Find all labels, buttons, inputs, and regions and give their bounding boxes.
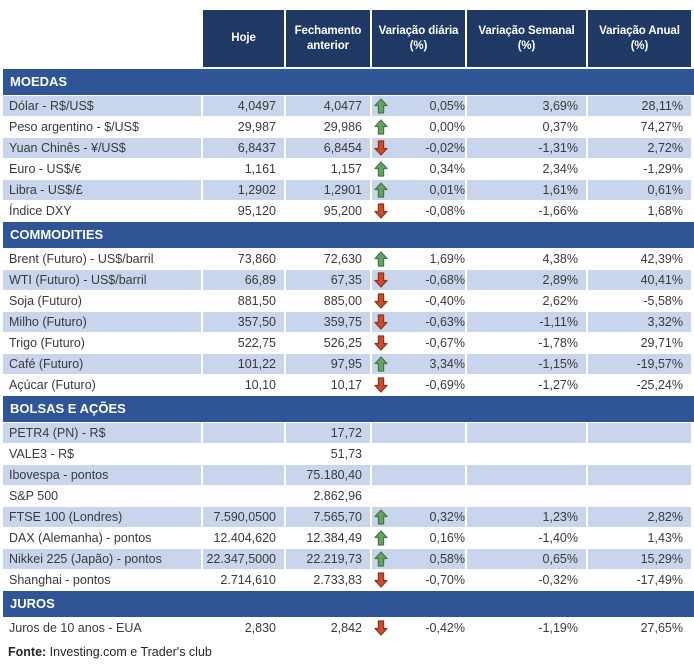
variacao-diaria-cell — [372, 549, 467, 569]
variacao-diaria-cell — [372, 486, 467, 506]
variacao-diaria-cell — [372, 375, 467, 395]
variacao-semanal-cell — [467, 465, 588, 485]
row-label-cell: Trigo (Futuro) — [3, 333, 203, 353]
fechamento-cell: 359,75 — [286, 312, 372, 332]
hoje-cell: 29,987 — [203, 117, 286, 137]
fechamento-cell: 67,35 — [286, 270, 372, 290]
variacao-diaria-value: 0,58% — [429, 552, 465, 566]
variacao-diaria-value: 0,00% — [429, 120, 465, 134]
table-row — [3, 465, 694, 485]
up-arrow-icon — [374, 119, 388, 135]
hoje-cell: 1,161 — [203, 159, 286, 179]
column-header-fechamento: Fechamento anterior — [286, 10, 372, 67]
variacao-semanal-cell — [467, 486, 588, 506]
fechamento-cell: 2.733,83 — [286, 570, 372, 590]
variacao-semanal-cell: -1,78% — [467, 333, 588, 353]
table-row — [3, 486, 694, 506]
fechamento-cell: 4,0477 — [286, 96, 372, 116]
column-header-hoje: Hoje — [203, 10, 286, 67]
variacao-semanal-cell: -1,15% — [467, 354, 588, 374]
row-label-cell: WTI (Futuro) - US$/barril — [3, 270, 203, 290]
table-row — [3, 354, 694, 374]
row-label-cell: Milho (Futuro) — [3, 312, 203, 332]
hoje-cell: 66,89 — [203, 270, 286, 290]
row-label-cell: Soja (Futuro) — [3, 291, 203, 311]
section-header-bolsas-e-acoes: BOLSAS E AÇÕES — [3, 396, 694, 422]
variacao-semanal-cell — [467, 423, 588, 443]
table-row — [3, 333, 694, 353]
variacao-semanal-cell: -1,27% — [467, 375, 588, 395]
up-arrow-icon — [374, 551, 388, 567]
fechamento-cell: 2,842 — [286, 618, 372, 638]
variacao-semanal-cell: 1,23% — [467, 507, 588, 527]
variacao-anual-cell: 2,72% — [588, 138, 691, 158]
table-row — [3, 270, 694, 290]
fechamento-cell: 6,8454 — [286, 138, 372, 158]
hoje-cell: 6,8437 — [203, 138, 286, 158]
hoje-cell — [203, 423, 286, 443]
variacao-anual-cell — [588, 423, 691, 443]
row-label-cell: Açúcar (Futuro) — [3, 375, 203, 395]
row-label-cell: Euro - US$/€ — [3, 159, 203, 179]
variacao-semanal-cell: 0,65% — [467, 549, 588, 569]
variacao-anual-cell: 1,43% — [588, 528, 691, 548]
table-row — [3, 570, 694, 590]
table-row — [3, 201, 694, 221]
variacao-diaria-value: -0,02% — [425, 141, 465, 155]
row-label-cell: Ibovespa - pontos — [3, 465, 203, 485]
row-label-cell: Café (Futuro) — [3, 354, 203, 374]
variacao-anual-cell: 15,29% — [588, 549, 691, 569]
source-note-text: Investing.com e Trader's club — [46, 645, 212, 659]
row-label-cell: Índice DXY — [3, 201, 203, 221]
variacao-anual-cell: -5,58% — [588, 291, 691, 311]
fechamento-cell: 97,95 — [286, 354, 372, 374]
table-row — [3, 159, 694, 179]
table-header — [3, 10, 694, 67]
down-arrow-icon — [374, 272, 388, 288]
down-arrow-icon — [374, 377, 388, 393]
variacao-diaria-cell — [372, 507, 467, 527]
variacao-anual-cell: 0,61% — [588, 180, 691, 200]
variacao-anual-cell: 28,11% — [588, 96, 691, 116]
fechamento-cell: 526,25 — [286, 333, 372, 353]
hoje-cell: 101,22 — [203, 354, 286, 374]
table-row — [3, 375, 694, 395]
up-arrow-icon — [374, 509, 388, 525]
fechamento-cell: 72,630 — [286, 249, 372, 269]
variacao-semanal-cell: -1,11% — [467, 312, 588, 332]
variacao-diaria-cell — [372, 117, 467, 137]
fechamento-cell: 1,2901 — [286, 180, 372, 200]
up-arrow-icon — [374, 251, 388, 267]
row-label-cell: FTSE 100 (Londres) — [3, 507, 203, 527]
variacao-semanal-cell: -1,66% — [467, 201, 588, 221]
table-row — [3, 291, 694, 311]
table-row — [3, 528, 694, 548]
variacao-semanal-cell: 2,89% — [467, 270, 588, 290]
fechamento-cell: 10,17 — [286, 375, 372, 395]
hoje-cell: 1,2902 — [203, 180, 286, 200]
column-header-variacao-semanal: Variação Semanal (%) — [467, 10, 588, 67]
variacao-diaria-cell — [372, 423, 467, 443]
fechamento-cell: 29,986 — [286, 117, 372, 137]
hoje-cell: 522,75 — [203, 333, 286, 353]
variacao-anual-cell: -1,29% — [588, 159, 691, 179]
fechamento-cell: 885,00 — [286, 291, 372, 311]
variacao-diaria-value: 0,16% — [429, 531, 465, 545]
up-arrow-icon — [374, 98, 388, 114]
row-label-cell: Dólar - R$/US$ — [3, 96, 203, 116]
variacao-anual-cell: 74,27% — [588, 117, 691, 137]
fechamento-cell: 7.565,70 — [286, 507, 372, 527]
header-spacer — [3, 10, 203, 67]
up-arrow-icon — [374, 530, 388, 546]
table-row — [3, 507, 694, 527]
table-row — [3, 312, 694, 332]
hoje-cell: 7.590,0500 — [203, 507, 286, 527]
hoje-cell — [203, 486, 286, 506]
variacao-diaria-value: -0,63% — [425, 315, 465, 329]
variacao-semanal-cell: 0,37% — [467, 117, 588, 137]
variacao-anual-cell: 3,32% — [588, 312, 691, 332]
hoje-cell: 2,830 — [203, 618, 286, 638]
variacao-diaria-cell — [372, 528, 467, 548]
variacao-semanal-cell — [467, 444, 588, 464]
up-arrow-icon — [374, 182, 388, 198]
fechamento-cell: 2.862,96 — [286, 486, 372, 506]
variacao-anual-cell: -19,57% — [588, 354, 691, 374]
hoje-cell: 881,50 — [203, 291, 286, 311]
variacao-diaria-value: -0,70% — [425, 573, 465, 587]
variacao-diaria-value: 0,05% — [429, 99, 465, 113]
variacao-diaria-cell — [372, 270, 467, 290]
variacao-anual-cell: 1,68% — [588, 201, 691, 221]
down-arrow-icon — [374, 293, 388, 309]
table-row — [3, 423, 694, 443]
table-row — [3, 117, 694, 137]
hoje-cell — [203, 465, 286, 485]
hoje-cell: 4,0497 — [203, 96, 286, 116]
section-header-commodities: COMMODITIES — [3, 222, 694, 248]
variacao-diaria-cell — [372, 333, 467, 353]
variacao-diaria-cell — [372, 444, 467, 464]
variacao-semanal-cell: 1,61% — [467, 180, 588, 200]
fechamento-cell: 22.219,73 — [286, 549, 372, 569]
variacao-diaria-cell — [372, 312, 467, 332]
row-label-cell: S&P 500 — [3, 486, 203, 506]
variacao-anual-cell: 42,39% — [588, 249, 691, 269]
variacao-diaria-cell — [372, 138, 467, 158]
variacao-anual-cell: 29,71% — [588, 333, 691, 353]
down-arrow-icon — [374, 203, 388, 219]
hoje-cell: 2.714,610 — [203, 570, 286, 590]
variacao-diaria-cell — [372, 201, 467, 221]
variacao-diaria-value: 3,34% — [429, 357, 465, 371]
variacao-diaria-cell — [372, 291, 467, 311]
fechamento-cell: 51,73 — [286, 444, 372, 464]
fechamento-cell: 12.384,49 — [286, 528, 372, 548]
variacao-semanal-cell: -0,32% — [467, 570, 588, 590]
source-note-label: Fonte: — [8, 645, 47, 659]
hoje-cell: 12.404,620 — [203, 528, 286, 548]
row-label-cell: Peso argentino - $/US$ — [3, 117, 203, 137]
row-label-cell: DAX (Alemanha) - pontos — [3, 528, 203, 548]
hoje-cell: 10,10 — [203, 375, 286, 395]
column-header-variacao-diaria: Variação diária (%) — [372, 10, 467, 67]
variacao-diaria-cell — [372, 159, 467, 179]
variacao-anual-cell: 2,82% — [588, 507, 691, 527]
table-row — [3, 444, 694, 464]
variacao-semanal-cell: 2,62% — [467, 291, 588, 311]
hoje-cell: 73,860 — [203, 249, 286, 269]
variacao-anual-cell: 40,41% — [588, 270, 691, 290]
variacao-semanal-cell: -1,40% — [467, 528, 588, 548]
variacao-semanal-cell: 4,38% — [467, 249, 588, 269]
source-note — [3, 644, 694, 660]
variacao-anual-cell — [588, 465, 691, 485]
down-arrow-icon — [374, 314, 388, 330]
row-label-cell: PETR4 (PN) - R$ — [3, 423, 203, 443]
row-label-cell: Brent (Futuro) - US$/barril — [3, 249, 203, 269]
down-arrow-icon — [374, 140, 388, 156]
variacao-diaria-cell — [372, 354, 467, 374]
hoje-cell — [203, 444, 286, 464]
fechamento-cell: 1,157 — [286, 159, 372, 179]
variacao-diaria-value: -0,68% — [425, 273, 465, 287]
variacao-diaria-value: 1,69% — [429, 252, 465, 266]
hoje-cell: 22.347,5000 — [203, 549, 286, 569]
table-row — [3, 618, 694, 638]
variacao-semanal-cell: 2,34% — [467, 159, 588, 179]
variacao-diaria-value: -0,42% — [425, 621, 465, 635]
variacao-anual-cell: -17,49% — [588, 570, 691, 590]
variacao-diaria-value: 0,34% — [429, 162, 465, 176]
variacao-anual-cell: -25,24% — [588, 375, 691, 395]
row-label-cell: Juros de 10 anos - EUA — [3, 618, 203, 638]
variacao-anual-cell — [588, 444, 691, 464]
variacao-diaria-value: -0,69% — [425, 378, 465, 392]
down-arrow-icon — [374, 572, 388, 588]
fechamento-cell: 75.180,40 — [286, 465, 372, 485]
hoje-cell: 357,50 — [203, 312, 286, 332]
row-label-cell: VALE3 - R$ — [3, 444, 203, 464]
variacao-anual-cell: 27,65% — [588, 618, 691, 638]
row-label-cell: Nikkei 225 (Japão) - pontos — [3, 549, 203, 569]
up-arrow-icon — [374, 161, 388, 177]
variacao-diaria-value: 0,01% — [429, 183, 465, 197]
variacao-diaria-value: -0,67% — [425, 336, 465, 350]
variacao-anual-cell — [588, 486, 691, 506]
row-label-cell: Shanghai - pontos — [3, 570, 203, 590]
table-row — [3, 138, 694, 158]
table-row — [3, 96, 694, 116]
down-arrow-icon — [374, 335, 388, 351]
table-body — [3, 69, 694, 638]
variacao-semanal-cell: -1,19% — [467, 618, 588, 638]
variacao-diaria-cell — [372, 618, 467, 638]
variacao-diaria-cell — [372, 249, 467, 269]
variacao-diaria-cell — [372, 465, 467, 485]
variacao-semanal-cell: 3,69% — [467, 96, 588, 116]
table-row — [3, 549, 694, 569]
variacao-diaria-cell — [372, 180, 467, 200]
column-header-variacao-anual: Variação Anual (%) — [588, 10, 691, 67]
variacao-semanal-cell: -1,31% — [467, 138, 588, 158]
variacao-diaria-cell — [372, 96, 467, 116]
row-label-cell: Libra - US$/£ — [3, 180, 203, 200]
up-arrow-icon — [374, 356, 388, 372]
variacao-diaria-value: -0,08% — [425, 204, 465, 218]
table-row — [3, 180, 694, 200]
row-label-cell: Yuan Chinês - ¥/US$ — [3, 138, 203, 158]
variacao-diaria-value: 0,32% — [429, 510, 465, 524]
fechamento-cell: 95,200 — [286, 201, 372, 221]
hoje-cell: 95,120 — [203, 201, 286, 221]
variacao-diaria-value: -0,40% — [425, 294, 465, 308]
section-header-juros: JUROS — [3, 591, 694, 617]
table-row — [3, 249, 694, 269]
variacao-diaria-cell — [372, 570, 467, 590]
section-header-moedas: MOEDAS — [3, 69, 694, 95]
down-arrow-icon — [374, 620, 388, 636]
fechamento-cell: 17,72 — [286, 423, 372, 443]
